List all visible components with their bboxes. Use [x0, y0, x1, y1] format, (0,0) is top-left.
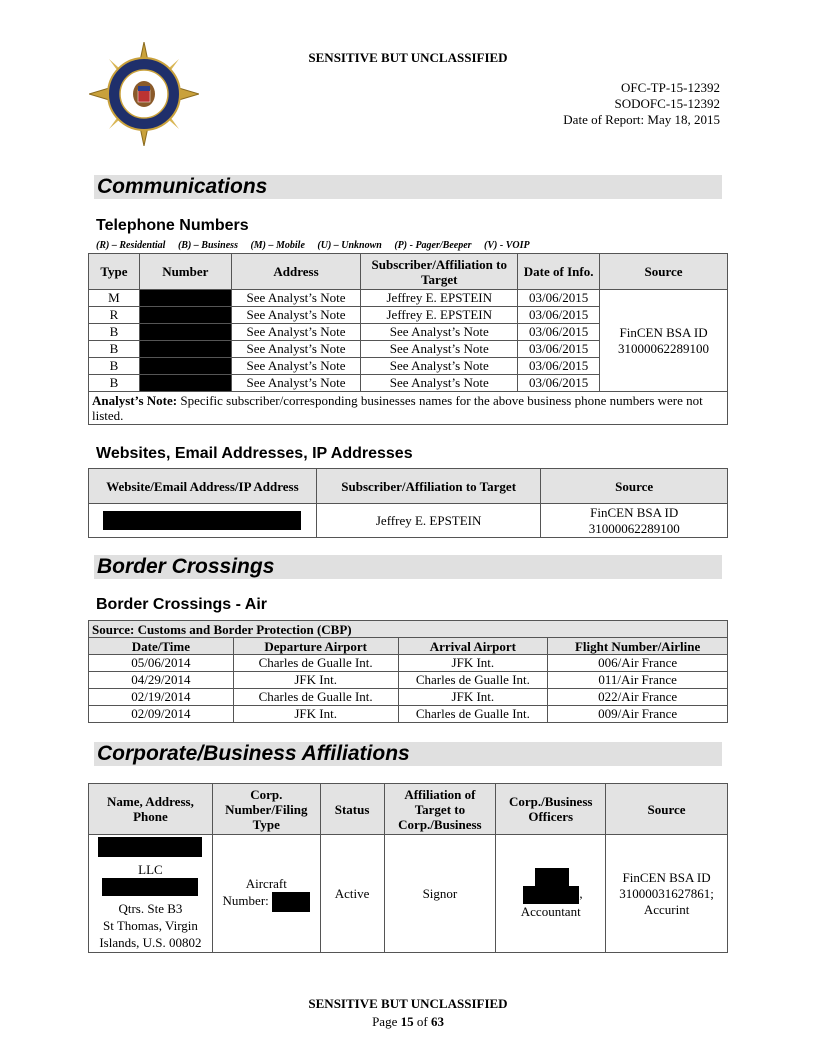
phone-type-legend: (R) – Residential (B) – Business (M) – Mobile (U) – Unknown (P) - Pager/Beeper (V) - VOIP: [96, 240, 530, 251]
crossing-date: 02/09/2014: [89, 706, 234, 723]
classification-footer: SENSITIVE BUT UNCLASSIFIED: [308, 996, 508, 1011]
corp-affiliation: Signor: [384, 835, 496, 953]
source-line: FinCEN BSA ID: [590, 504, 679, 520]
table-row: [89, 835, 728, 953]
col-header: Date/Time: [89, 638, 234, 655]
col-header: Type: [89, 254, 140, 290]
table-source-label: Source: Customs and Border Protection (CBP): [89, 621, 728, 638]
redacted-phone-number: [139, 358, 231, 375]
phone-address: See Analyst’s Note: [231, 324, 361, 341]
source-line: 31000062289100: [618, 340, 710, 356]
phone-address: See Analyst’s Note: [231, 341, 361, 358]
phone-date: 03/06/2015: [518, 358, 600, 375]
phone-subscriber: Jeffrey E. EPSTEIN: [361, 290, 518, 307]
aircraft-label: Aircraft: [245, 875, 287, 891]
phone-subscriber: See Analyst’s Note: [361, 324, 518, 341]
telephone-table: [88, 253, 728, 425]
phones-subheading: Telephone Numbers: [96, 217, 249, 234]
corp-llc: LLC: [138, 861, 163, 877]
redaction-block: [535, 868, 569, 888]
officer-suffix: ,: [579, 885, 583, 901]
phone-source: [600, 290, 728, 392]
phone-date: 03/06/2015: [518, 307, 600, 324]
phone-subscriber: See Analyst’s Note: [361, 375, 518, 392]
flight-number: 009/Air France: [548, 706, 728, 723]
departure-airport: Charles de Gualle Int.: [233, 655, 398, 672]
table-row: [89, 689, 728, 706]
redaction-block: [103, 511, 301, 530]
source-line: FinCEN BSA ID: [622, 869, 711, 885]
analyst-note: [89, 392, 728, 425]
col-header: Corp./Business Officers: [496, 784, 606, 835]
redacted-phone-number: [139, 375, 231, 392]
col-header: Corp. Number/Filing Type: [212, 784, 320, 835]
phone-type: B: [89, 375, 140, 392]
web-subscriber: Jeffrey E. EPSTEIN: [316, 504, 541, 538]
phone-subscriber: See Analyst’s Note: [361, 341, 518, 358]
phone-type: B: [89, 341, 140, 358]
col-header: Arrival Airport: [398, 638, 548, 655]
phone-type: B: [89, 358, 140, 375]
corporate-table: [88, 783, 728, 953]
col-header: Flight Number/Airline: [548, 638, 728, 655]
analyst-note-label: Analyst’s Note:: [92, 393, 178, 408]
redaction-block: [102, 878, 198, 896]
col-header: Subscriber/Affiliation to Target: [361, 254, 518, 290]
departure-airport: Charles de Gualle Int.: [233, 689, 398, 706]
crossing-date: 04/29/2014: [89, 672, 234, 689]
table-header-row: [89, 469, 728, 504]
arrival-airport: Charles de Gualle Int.: [398, 706, 548, 723]
col-header: Number: [139, 254, 231, 290]
table-row: [89, 706, 728, 723]
col-header: Source: [600, 254, 728, 290]
col-header: Website/Email Address/IP Address: [89, 469, 317, 504]
corp-name-address: [89, 835, 213, 953]
section-title: Corporate/Business Affiliations: [97, 742, 410, 765]
table-row: [89, 504, 728, 538]
departure-airport: JFK Int.: [233, 706, 398, 723]
col-header: Date of Info.: [518, 254, 600, 290]
section-title: Communications: [97, 175, 268, 198]
crossing-date: 05/06/2014: [89, 655, 234, 672]
border-air-subheading: Border Crossings - Air: [96, 596, 267, 613]
redaction-block: [98, 837, 202, 857]
table-row: [89, 672, 728, 689]
source-row: [89, 621, 728, 638]
redacted-phone-number: [139, 290, 231, 307]
corp-status: Active: [320, 835, 384, 953]
officer-role: Accountant: [520, 903, 581, 919]
of-word: of: [413, 1014, 431, 1029]
phone-subscriber: Jeffrey E. EPSTEIN: [361, 307, 518, 324]
flight-number: 022/Air France: [548, 689, 728, 706]
web-source: [541, 504, 728, 538]
arrival-airport: JFK Int.: [398, 655, 548, 672]
col-header: Source: [606, 784, 728, 835]
col-header: Departure Airport: [233, 638, 398, 655]
source-line: 31000031627861;: [619, 885, 714, 901]
page-total: 63: [430, 1014, 444, 1029]
flight-number: 006/Air France: [548, 655, 728, 672]
phone-date: 03/06/2015: [518, 290, 600, 307]
redacted-phone-number: [139, 341, 231, 358]
corp-officers: [496, 835, 606, 953]
table-row: [89, 655, 728, 672]
table-header-row: [89, 638, 728, 655]
col-header: Affiliation of Target to Corp./Business: [384, 784, 496, 835]
section-title: Border Crossings: [97, 555, 275, 578]
report-date: Date of Report: May 18, 2015: [563, 112, 720, 127]
border-crossings-table: [88, 620, 728, 723]
section-communications: [94, 175, 722, 199]
phone-date: 03/06/2015: [518, 341, 600, 358]
classification-header: SENSITIVE BUT UNCLASSIFIED: [308, 50, 508, 65]
corp-address-line2: St Thomas, Virgin Islands, U.S. 00802: [99, 917, 202, 950]
phone-subscriber: See Analyst’s Note: [361, 358, 518, 375]
report-sodofc-number: SODOFC-15-12392: [614, 96, 720, 111]
websites-table: [88, 468, 728, 538]
phone-address: See Analyst’s Note: [231, 375, 361, 392]
phone-type: B: [89, 324, 140, 341]
analyst-note-text: Specific subscriber/corresponding businesses names for the above business phone numbers were not listed.: [92, 393, 703, 423]
analyst-note-row: [89, 392, 728, 425]
redacted-email-cell: [89, 504, 317, 538]
col-header: Address: [231, 254, 361, 290]
departure-airport: JFK Int.: [233, 672, 398, 689]
redaction-block: [272, 892, 310, 912]
redacted-phone-number: [139, 324, 231, 341]
page-word: Page: [372, 1014, 401, 1029]
table-header-row: [89, 254, 728, 290]
col-header: Source: [541, 469, 728, 504]
arrival-airport: JFK Int.: [398, 689, 548, 706]
phone-type: M: [89, 290, 140, 307]
corp-address-line1: Qtrs. Ste B3: [118, 900, 183, 916]
phone-date: 03/06/2015: [518, 324, 600, 341]
report-reference-block: [563, 80, 720, 128]
table-row: [89, 290, 728, 307]
crossing-date: 02/19/2014: [89, 689, 234, 706]
phone-address: See Analyst’s Note: [231, 290, 361, 307]
report-ref-number: OFC-TP-15-12392: [621, 80, 720, 95]
table-header-row: [89, 784, 728, 835]
phone-date: 03/06/2015: [518, 375, 600, 392]
corp-number: [212, 835, 320, 953]
arrival-airport: Charles de Gualle Int.: [398, 672, 548, 689]
corp-source: [606, 835, 728, 953]
section-corporate: [94, 742, 722, 766]
section-border-crossings: [94, 555, 722, 579]
source-line: 31000062289100: [588, 520, 680, 536]
web-subheading: Websites, Email Addresses, IP Addresses: [96, 445, 413, 462]
col-header: Status: [320, 784, 384, 835]
col-header: Name, Address, Phone: [89, 784, 213, 835]
source-line: FinCEN BSA ID: [619, 324, 708, 340]
redacted-phone-number: [139, 307, 231, 324]
flight-number: 011/Air France: [548, 672, 728, 689]
phone-address: See Analyst’s Note: [231, 358, 361, 375]
col-header: Subscriber/Affiliation to Target: [316, 469, 541, 504]
redaction-block: [523, 886, 579, 904]
source-line: Accurint: [643, 901, 690, 917]
page-current: 15: [400, 1014, 414, 1029]
phone-type: R: [89, 307, 140, 324]
number-label: Number:: [222, 892, 269, 908]
phone-address: See Analyst’s Note: [231, 307, 361, 324]
page-number: [0, 1014, 816, 1030]
